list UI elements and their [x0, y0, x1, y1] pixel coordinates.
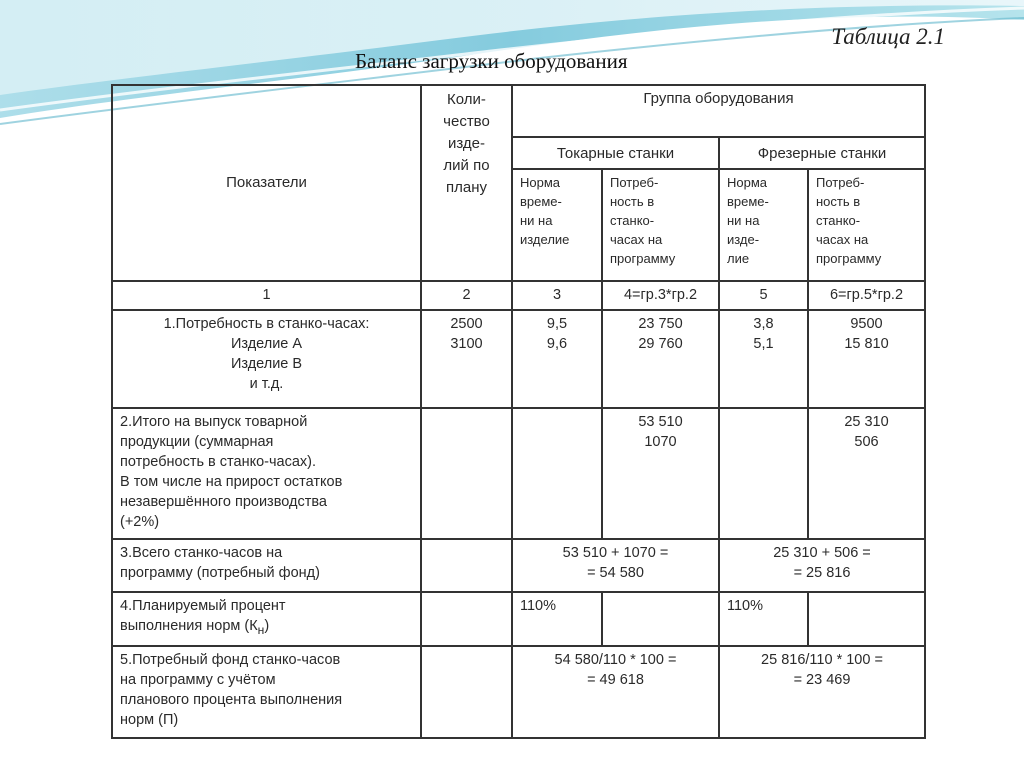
table-number: Таблица 2.1: [831, 24, 945, 49]
row5-lathe: [512, 646, 719, 738]
row2-empty-cell: [512, 408, 602, 539]
row1-quantity-values: 2500 3100: [450, 316, 483, 352]
row1-norm-milling: [719, 310, 808, 408]
header-equipment-group-label: Группа оборудования: [643, 90, 794, 107]
row4-label-sub: н: [257, 622, 265, 637]
row3-label-text: 3.Всего станко-часов на программу (потребный фонд): [120, 545, 320, 581]
row2-need-milling: [808, 408, 925, 539]
row4-label-end: ): [264, 618, 270, 634]
equipment-load-balance-table: [111, 84, 926, 739]
row1-label: [112, 310, 421, 408]
header-indicators-label: Показатели: [226, 174, 307, 191]
table-row: [112, 408, 925, 539]
row2-need-lathe-values: 53 510 1070: [638, 414, 683, 450]
row2-need-milling-values: 25 310 506: [844, 414, 889, 450]
row3-milling-formula: 25 310 + 506 = = 25 816: [773, 545, 871, 581]
row3-empty-cell: [421, 539, 512, 592]
header-indicators: [112, 85, 421, 281]
header-norm-time-lathe: [512, 169, 602, 281]
table-row: [112, 310, 925, 408]
column-number: 5: [719, 281, 808, 310]
header-norm-time-lathe-label: Норма време- ни на изделие: [520, 175, 570, 247]
header-need-milling: [808, 169, 925, 281]
row2-label: [112, 408, 421, 539]
row3-milling: [719, 539, 925, 592]
row4-empty-cell: [421, 592, 512, 646]
row2-label-text: 2.Итого на выпуск товарной продукции (суммарная потребность в станко-часах). В том числе на прирост остатков незавершённого производства (+2%): [120, 414, 343, 530]
table-title: Баланс загрузки оборудования: [355, 49, 628, 73]
column-number: 2: [421, 281, 512, 310]
row2-empty-cell: [421, 408, 512, 539]
row4-label: [112, 592, 421, 646]
header-equipment-group: [512, 85, 925, 137]
row1-norm-milling-values: 3,8 5,1: [753, 316, 774, 352]
row1-norm-lathe-values: 9,5 9,6: [546, 316, 568, 352]
row1-label-first: 1.Потребность в станко-часах:: [163, 316, 370, 332]
row4-lathe-percent: 110%: [512, 592, 602, 646]
row5-milling: [719, 646, 925, 738]
header-norm-time-milling: [719, 169, 808, 281]
row3-lathe: [512, 539, 719, 592]
row3-lathe-formula: 53 510 + 1070 = = 54 580: [562, 545, 669, 581]
header-quantity-label: Коли- чество изде- лий по плану: [443, 91, 490, 196]
row1-label-items: Изделие А Изделие В и т.д.: [230, 336, 303, 392]
header-lathes-label: Токарные станки: [556, 145, 675, 162]
header-need-lathe: [602, 169, 719, 281]
row5-milling-formula: 25 816/110 * 100 = = 23 469: [761, 652, 883, 688]
row3-label: [112, 539, 421, 592]
table-row: [112, 646, 925, 738]
header-norm-time-milling-label: Норма време- ни на изде- лие: [727, 175, 769, 266]
header-milling-label: Фрезерные станки: [757, 145, 887, 162]
column-number: 4=гр.3*гр.2: [602, 281, 719, 310]
row4-milling-percent: 110%: [719, 592, 808, 646]
header-need-lathe-label: Потреб- ность в станко- часах на программу: [610, 175, 676, 266]
row1-need-milling: [808, 310, 925, 408]
row4-label-main: 4.Планируемый процент выполнения норм (К: [120, 598, 286, 634]
column-numbers-row: [112, 281, 925, 310]
column-number: 1: [112, 281, 421, 310]
row4-empty-cell: [808, 592, 925, 646]
column-number: 6=гр.5*гр.2: [808, 281, 925, 310]
row1-need-lathe: [602, 310, 719, 408]
row1-need-milling-values: 9500 15 810: [844, 316, 889, 352]
row1-norm-lathe: [512, 310, 602, 408]
header-lathes: [512, 137, 719, 169]
header-need-milling-label: Потреб- ность в станко- часах на программу: [816, 175, 882, 266]
column-number: 3: [512, 281, 602, 310]
table-row: [112, 539, 925, 592]
row5-empty-cell: [421, 646, 512, 738]
row5-lathe-formula: 54 580/110 * 100 = = 49 618: [554, 652, 677, 688]
row1-quantity: [421, 310, 512, 408]
table-row: [112, 592, 925, 646]
row2-empty-cell: [719, 408, 808, 539]
row5-label-text: 5.Потребный фонд станко-часов на программу с учётом планового процента выполнения норм (П): [120, 652, 343, 728]
header-milling: [719, 137, 925, 169]
row1-need-lathe-values: 23 750 29 760: [638, 316, 683, 352]
row2-need-lathe: [602, 408, 719, 539]
row4-empty-cell: [602, 592, 719, 646]
header-quantity: [421, 85, 512, 281]
row5-label: [112, 646, 421, 738]
